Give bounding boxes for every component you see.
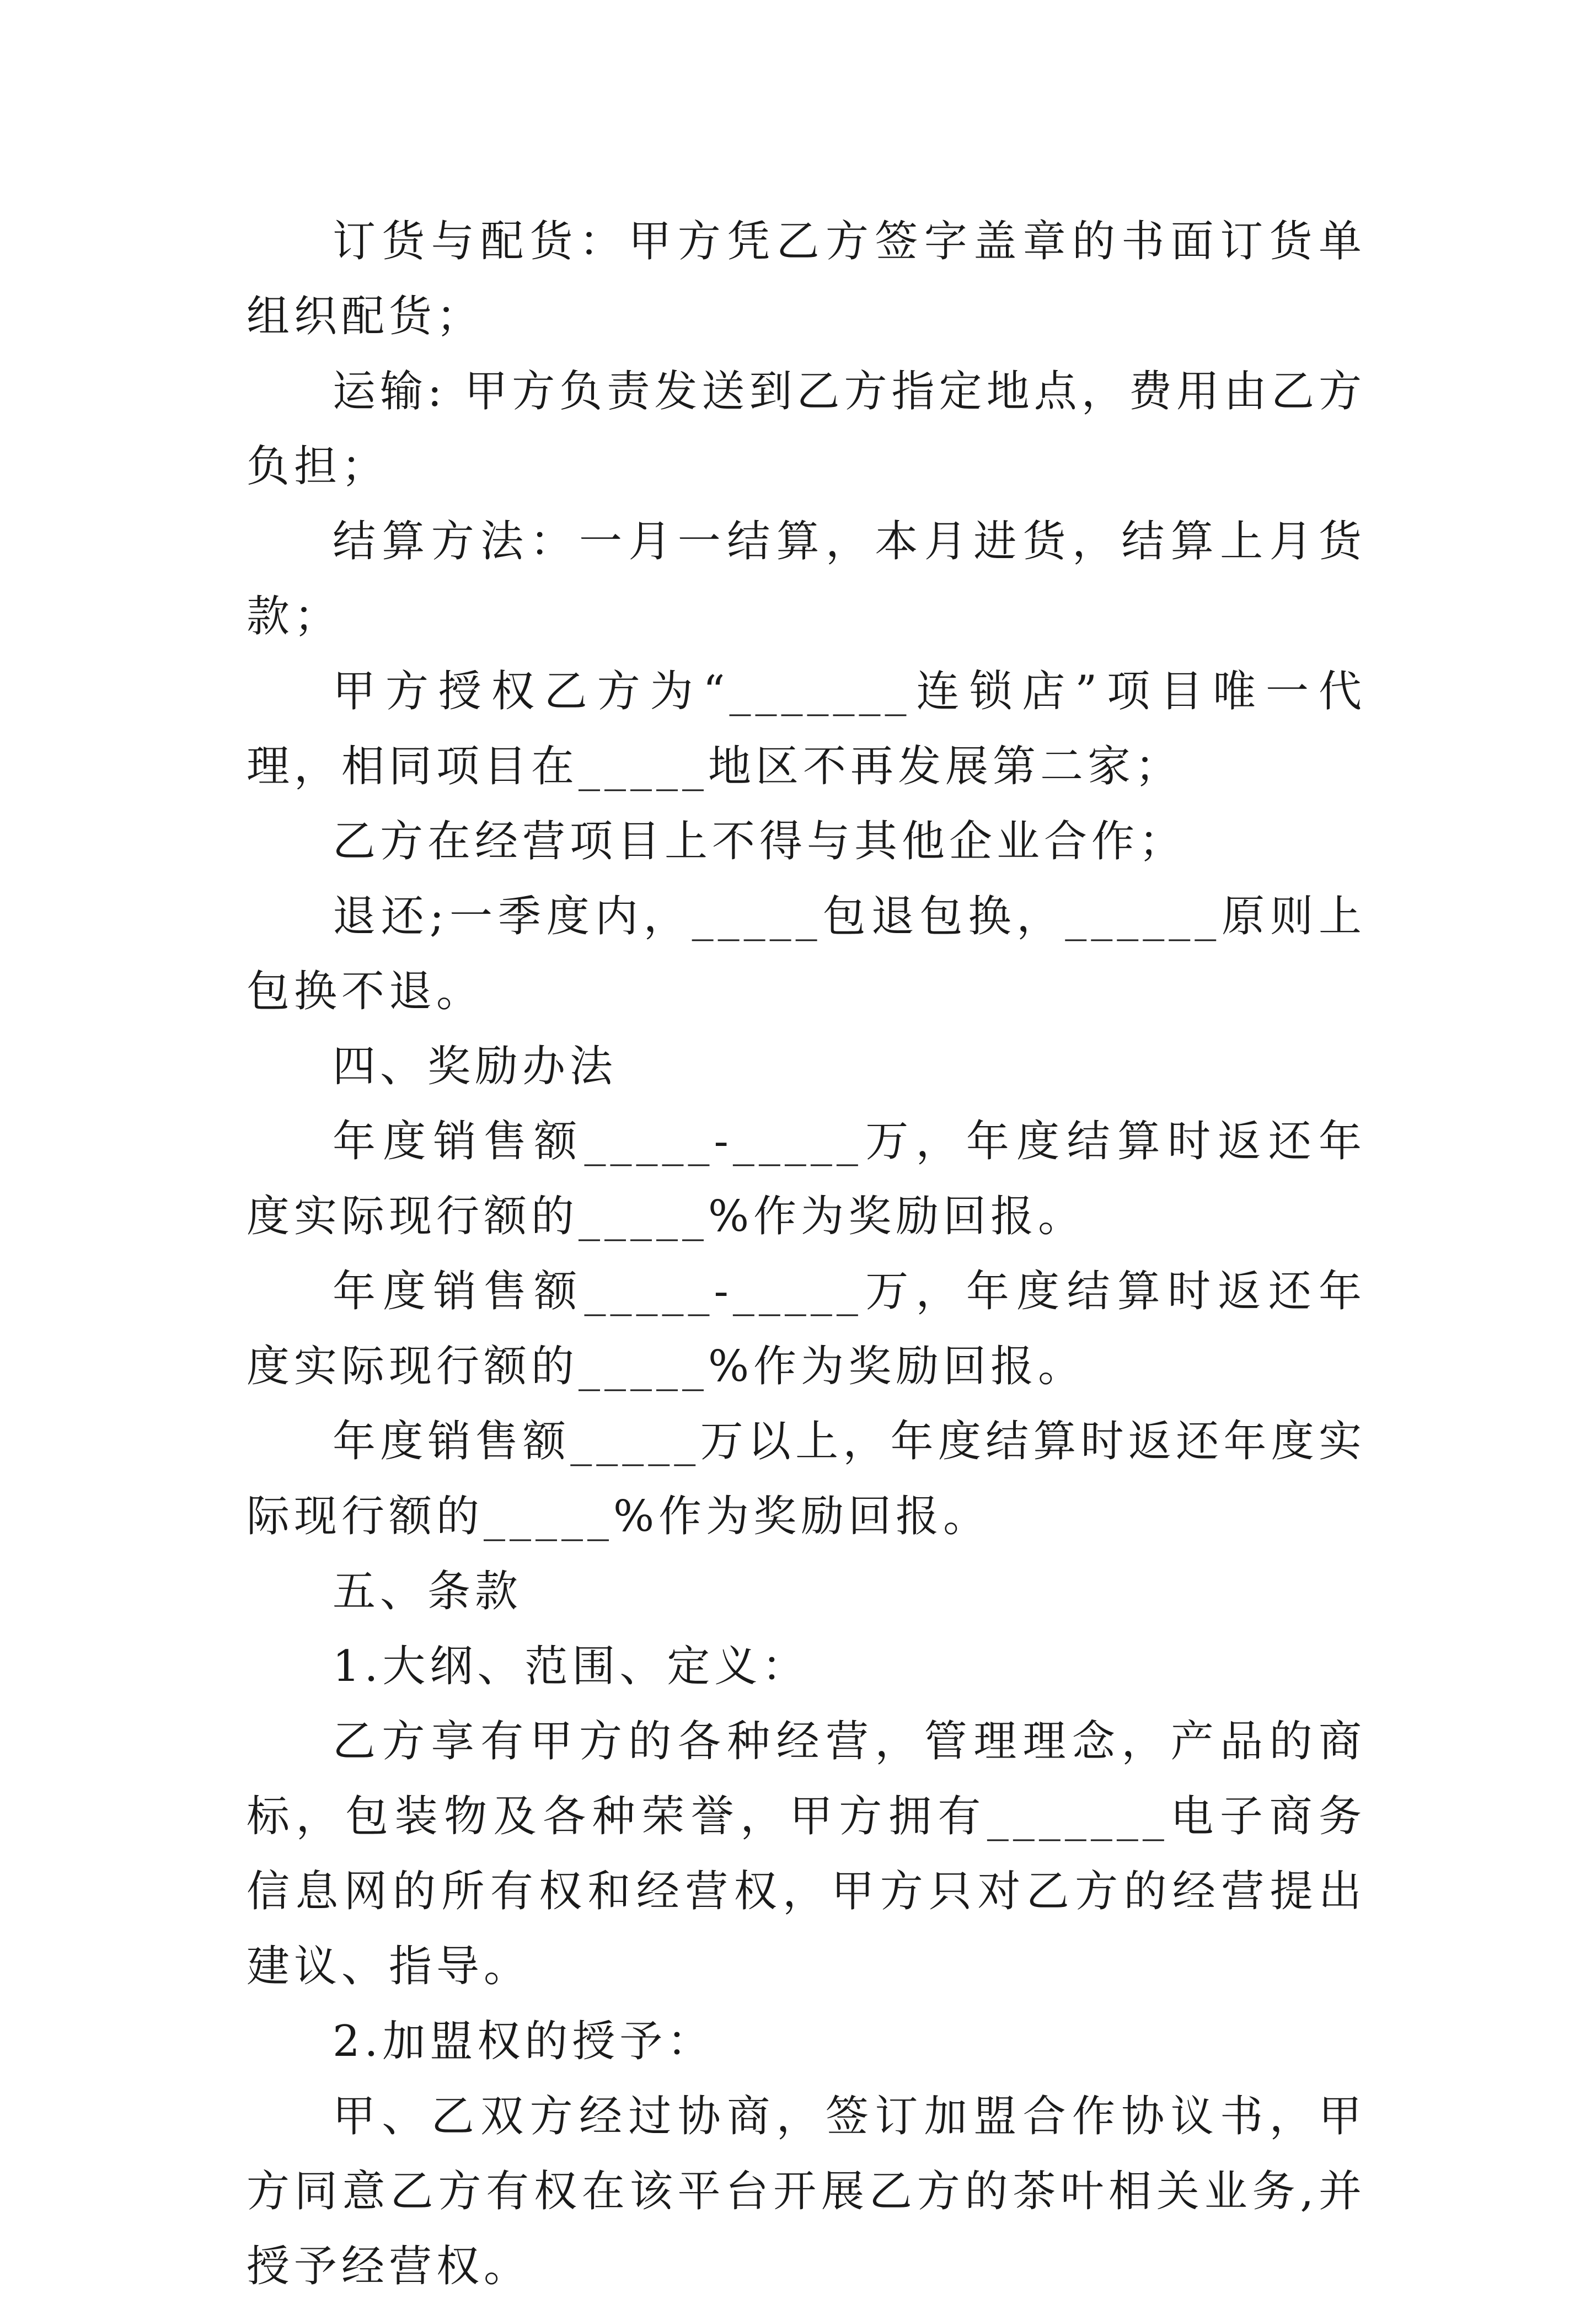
paragraph-franchise-agreement: 甲、乙双方经过协商，签订加盟合作协议书，甲方同意乙方有权在该平台开展乙方的茶叶相关业务,并授予经营权。 [247, 2092, 1366, 2291]
paragraph-ordering: 订货与配货：甲方凭乙方签字盖章的书面订货单组织配货； [247, 217, 1366, 341]
paragraph-rights: 乙方享有甲方的各种经营，管理理念，产品的商标，包装物及各种荣誉，甲方拥有_______电子商务信息网的所有权和经营权，甲方只对乙方的经营提出建议、指导。 [247, 1717, 1366, 1991]
paragraph-transport: 运输: 甲方负责发送到乙方指定地点，费用由乙方负担； [247, 367, 1366, 491]
paragraph-no-cooperation: 乙方在经营项目上不得与其他企业合作； [333, 817, 1187, 866]
subheading-franchise-grant: 2.加盟权的授予： [333, 2017, 715, 2066]
section-heading-rewards: 四、奖励办法 [333, 1042, 618, 1091]
document-body [247, 204, 1366, 2304]
paragraph-reward-tier-1: 年度销售额_____-_____万，年度结算时返还年度实际现行额的_____%作为奖励回报。 [247, 1117, 1366, 1241]
paragraph-returns: 退还;一季度内，_____包退包换，______原则上包换不退。 [247, 892, 1366, 1016]
paragraph-settlement: 结算方法：一月一结算，本月进货，结算上月货款； [247, 517, 1366, 641]
paragraph-reward-tier-3: 年度销售额_____万以上，年度结算时返还年度实际现行额的_____%作为奖励回报。 [247, 1417, 1366, 1541]
subheading-outline: 1.大纲、范围、定义： [333, 1642, 810, 1691]
paragraph-reward-tier-2: 年度销售额_____-_____万，年度结算时返还年度实际现行额的_____%作为奖励回报。 [247, 1267, 1366, 1391]
paragraph-authorization: 甲方授权乙方为“_______连锁店”项目唯一代理，相同项目在_____地区不再发展第二家； [247, 667, 1366, 791]
section-heading-clauses: 五、条款 [333, 1567, 523, 1616]
